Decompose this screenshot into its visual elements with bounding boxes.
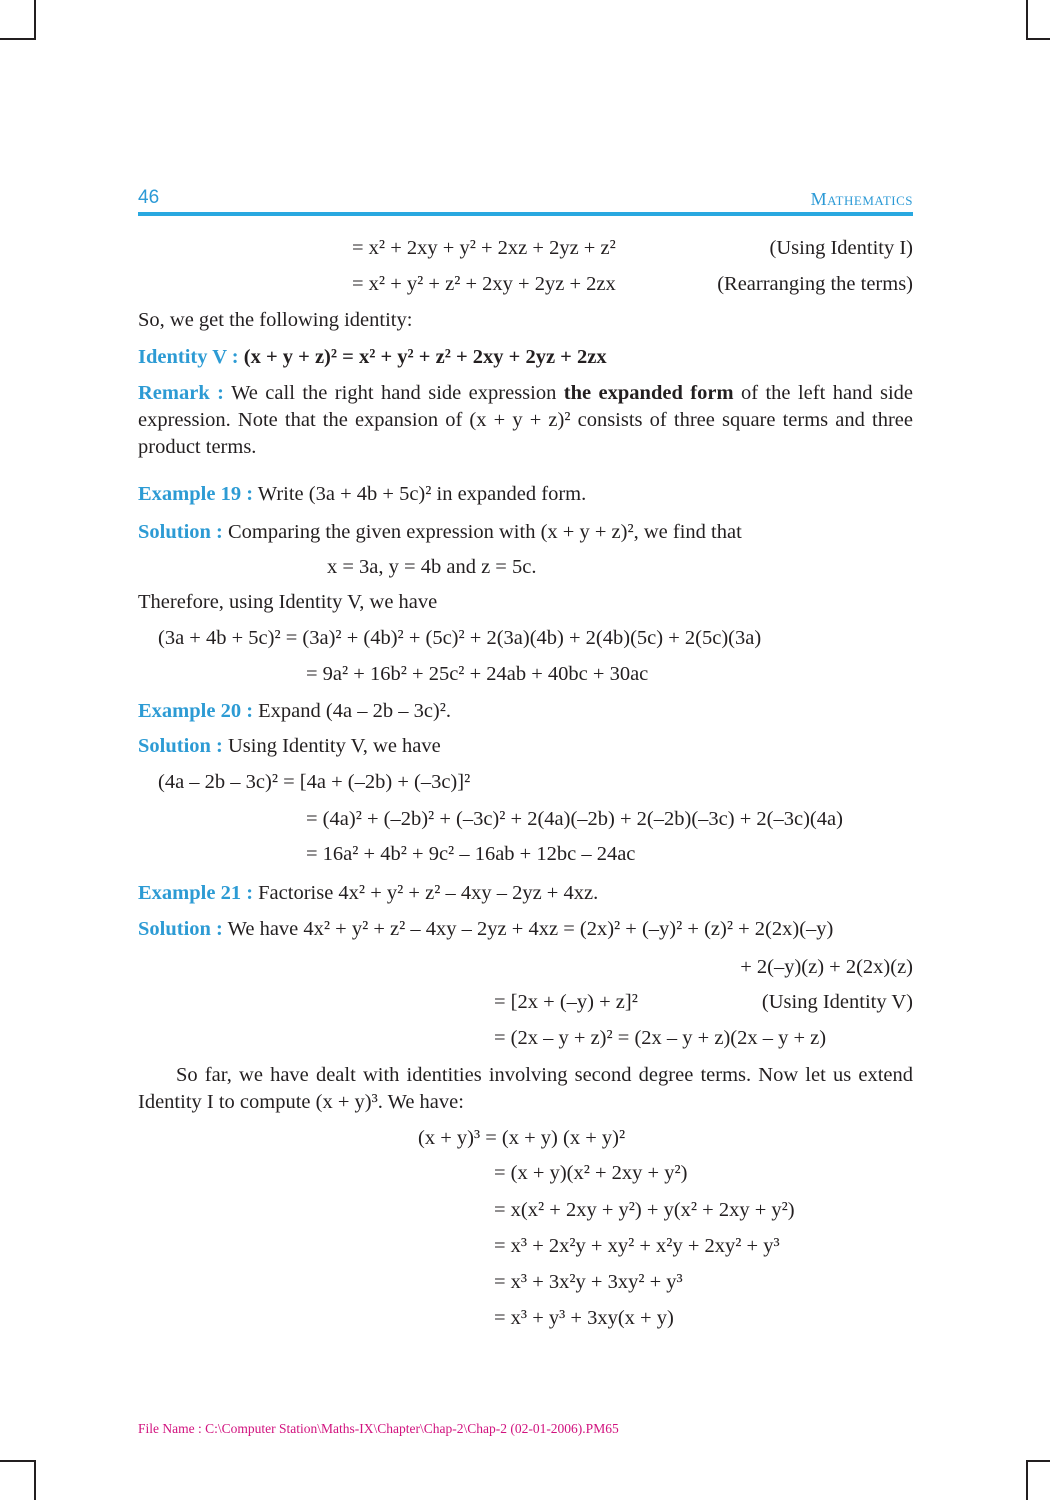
- cube-step-4: = x³ + 2x²y + xy² + x²y + 2xy² + y³: [494, 1235, 780, 1257]
- example-21-label: Example 21 :: [138, 882, 254, 904]
- cube-step-2: = (x + y)(x² + 2xy + y²): [494, 1162, 688, 1184]
- example-19-therefore: Therefore, using Identity V, we have: [138, 591, 438, 613]
- crop-mark-top-right-h: [1026, 38, 1050, 40]
- crop-mark-top-right-v: [1026, 0, 1028, 40]
- example-21-question: Factorise 4x² + y² + z² – 4xy – 2yz + 4xz.: [258, 882, 599, 904]
- cube-step-5: = x³ + 3x²y + 3xy² + y³: [494, 1271, 683, 1293]
- example-19-solution-label: Solution :: [138, 521, 223, 543]
- identity-v-label: Identity V :: [138, 346, 239, 368]
- example-20: [138, 699, 451, 725]
- remark-paragraph: [138, 380, 913, 461]
- example-21-step-2: = (2x – y + z)² = (2x – y + z)(2x – y + z): [494, 1027, 827, 1049]
- example-20-label: Example 20 :: [138, 700, 254, 722]
- page-header: [138, 186, 913, 210]
- example-19-solution-text: Comparing the given expression with (x + y + z)², we find that: [228, 521, 742, 543]
- crop-mark-bottom-left-v: [34, 1460, 36, 1500]
- example-20-solution-label: Solution :: [138, 735, 223, 757]
- cube-step-3: = x(x² + 2xy + y²) + y(x² + 2xy + y²): [494, 1199, 795, 1221]
- running-head: Mathematics: [810, 189, 913, 209]
- identity-v-formula: (x + y + z)² = x² + y² + z² + 2xy + 2yz + 2zx: [243, 346, 607, 368]
- identity-v: [138, 345, 607, 371]
- example-21-solution-text: We have 4x² + y² + z² – 4xy – 2yz + 4xz = (2x)² + (–y)² + (z)² + 2(2x)(–y): [227, 918, 834, 940]
- example-19: [138, 482, 586, 508]
- example-19-values: x = 3a, y = 4b and z = 5c.: [327, 556, 537, 578]
- example-21: [138, 881, 598, 907]
- page-number: 46: [138, 187, 160, 208]
- crop-mark-bottom-right-v: [1026, 1460, 1028, 1500]
- example-20-question: Expand (4a – 2b – 3c)².: [258, 700, 452, 722]
- remark-text-b: of the left hand side expression. Note that the expansion of (x + y + z)² consists of three square terms and three product terms.: [138, 382, 914, 458]
- example-19-label: Example 19 :: [138, 483, 254, 505]
- remark-bold: the expanded form: [563, 382, 734, 404]
- example-20-step-1: (4a – 2b – 3c)² = [4a + (–2b) + (–3c)]²: [158, 771, 471, 793]
- example-20-solution-text: Using Identity V, we have: [228, 735, 441, 757]
- cube-intro-paragraph: [138, 1062, 913, 1116]
- example-19-question: Write (3a + 4b + 5c)² in expanded form.: [257, 483, 587, 505]
- derivation-note-2: (Rearranging the terms): [717, 273, 913, 295]
- derivation-line-2: = x² + y² + z² + 2xy + 2yz + 2zx: [352, 273, 616, 295]
- example-21-step-1-note: (Using Identity V): [761, 991, 913, 1013]
- derivation-note-1: (Using Identity I): [769, 237, 913, 259]
- crop-mark-bottom-right-h: [1026, 1460, 1050, 1462]
- remark-label: Remark :: [138, 382, 224, 404]
- example-21-solution: [138, 917, 833, 943]
- crop-mark-top-left-v: [34, 0, 36, 40]
- crop-mark-bottom-left-h: [0, 1460, 36, 1462]
- example-20-step-2: = (4a)² + (–2b)² + (–3c)² + 2(4a)(–2b) + 2(–2b)(–3c) + 2(–3c)(4a): [306, 808, 843, 830]
- identity-intro: So, we get the following identity:: [138, 309, 413, 331]
- example-21-continuation: + 2(–y)(z) + 2(2x)(z): [740, 956, 913, 978]
- example-20-step-3: = 16a² + 4b² + 9c² – 16ab + 12bc – 24ac: [306, 843, 636, 865]
- remark-text-a: We call the right hand side expression: [231, 382, 557, 404]
- header-rule: [138, 212, 913, 216]
- cube-step-1: (x + y)³ = (x + y) (x + y)²: [418, 1127, 626, 1149]
- example-19-solution: [138, 520, 742, 546]
- cube-intro-text: So far, we have dealt with identities involving second degree terms. Now let us extend Identity I to compute (x + y)³. We have:: [138, 1064, 913, 1113]
- example-19-step-1: (3a + 4b + 5c)² = (3a)² + (4b)² + (5c)² + 2(3a)(4b) + 2(4b)(5c) + 2(5c)(3a): [158, 627, 762, 649]
- file-name-footer: File Name : C:\Computer Station\Maths-IX\Chapter\Chap-2\Chap-2 (02-01-2006).PM65: [138, 1421, 619, 1436]
- example-19-step-2: = 9a² + 16b² + 25c² + 24ab + 40bc + 30ac: [306, 663, 649, 685]
- crop-mark-top-left-h: [0, 38, 36, 40]
- example-20-solution: [138, 734, 441, 760]
- example-21-solution-label: Solution :: [138, 918, 223, 940]
- derivation-line-1: = x² + 2xy + y² + 2xz + 2yz + z²: [352, 237, 616, 259]
- example-21-step-1: = [2x + (–y) + z]²: [494, 991, 638, 1013]
- cube-step-6: = x³ + y³ + 3xy(x + y): [494, 1307, 674, 1329]
